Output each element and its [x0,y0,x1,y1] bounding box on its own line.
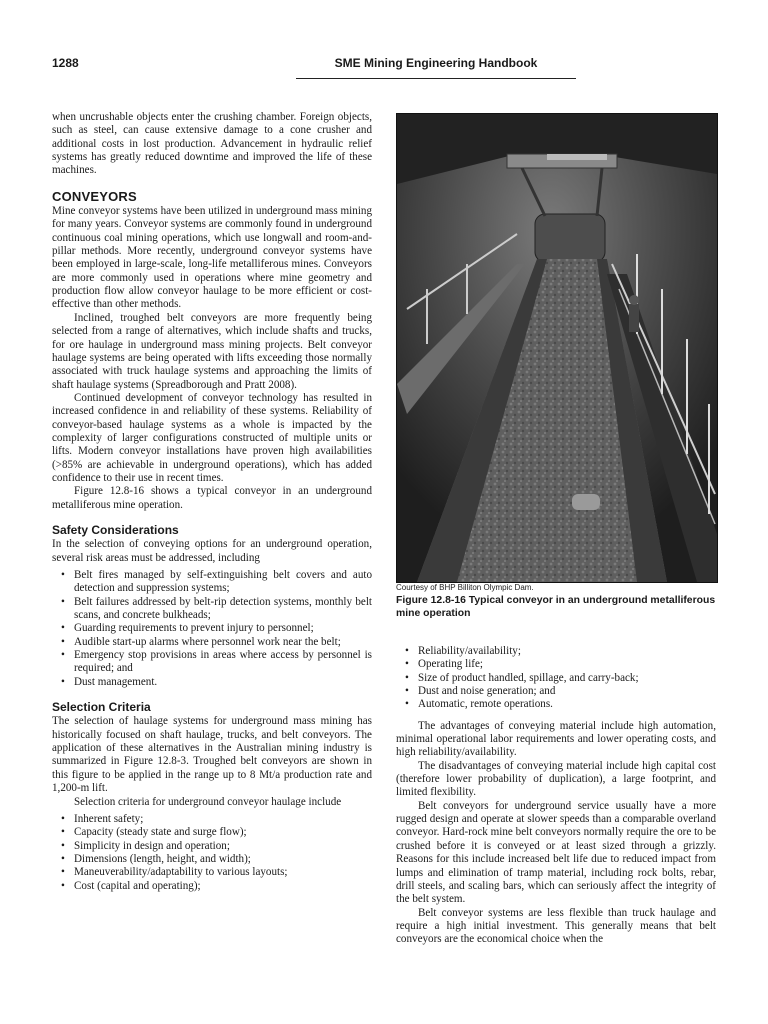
head-pulley [535,214,605,262]
flexibility-paragraph: Belt conveyor systems are less flexible than truck haulage and require a high initial investment. This generally means that belt conveyors are the economical choice when the [396,906,716,946]
conveyors-paragraph-4: Figure 12.8-16 shows a typical conveyor in an underground metalliferous mine operation. [52,485,372,511]
bullet-icon: • [405,671,409,684]
list-item: • Emergency stop provisions in areas where access by personnel is required; and [61,649,372,675]
list-item: • Automatic, remote operations. [405,698,553,711]
conveyors-paragraph-1: Mine conveyor systems have been utilized in underground mass mining for many years. Conveyor systems are commonly found in underground continuous coal mining operations, which use longwall and room-and-pillar methods. More recently, underground conveyor systems have been employed in large-scale, long-life metalliferous mines. Conveyors are more commonly used in operations where mine geometry and production flow allow conveyor haulage to be more efficient or cost-effective than other methods. [52,205,372,311]
bullet-icon: • [61,852,65,865]
list-item: • Dimensions (length, height, and width); [61,852,251,865]
bullet-icon: • [61,595,65,608]
underground-service-paragraph: Belt conveyors for underground service usually have a more rugged design and operate at slower speeds than a comparable overland conveyor. Hard-rock mine belt conveyors normally require the ore to be crushed before it is conveyed or at least sized through a grizzly. Reasons for this include increased belt life due to reduced impact from lumps and elimination of tramp material, including rock bolts, rebar, drill steels, and scaling bars, which can seriously affect the integrity of the belt system. [396,799,716,906]
list-item: • Maneuverability/adaptability to various layouts; [61,866,288,879]
bullet-icon: • [61,569,65,581]
bullet-icon: • [405,698,409,711]
beam-plate [547,154,607,160]
running-head: SME Mining Engineering Handbook [334,56,538,70]
bullet-icon: • [61,622,65,635]
bullet-icon: • [61,635,65,648]
list-item: • Capacity (steady state and surge flow); [61,826,247,839]
bullet-icon: • [61,839,65,852]
bullet-icon: • [405,645,409,657]
worker-figure [629,304,639,332]
bullet-icon: • [61,826,65,839]
criteria-list-continued [396,645,716,712]
conveyors-paragraph-3: Continued development of conveyor technology has resulted in increased confidence in and reliability of these systems. Reliability of conveyor-based haulage systems as a whole is impacted by the complexity of larger configurations constructed of multiple units or lifts. Modern conveyor installations have proven high availabilities (>85% are achievable in underground operations), which has added confidence to their use in recent times. [52,391,372,484]
figure-credit: Courtesy of BHP Billiton Olympic Dam. [396,583,534,592]
bullet-icon: • [61,879,65,892]
intro-paragraph: when uncrushable objects enter the crushing chamber. Foreign objects, such as steel, can cause extensive damage to a cone crusher and additional costs in lost production. Advancement in hydraulic relief systems has greatly reduced downtime and improved the life of these machines. [52,111,372,177]
safety-list [52,569,372,689]
bullet-icon: • [405,685,409,698]
bullet-icon: • [61,675,65,688]
list-item: • Inherent safety; [61,812,144,825]
worker-helmet [629,295,639,305]
selection-paragraph-2: Selection criteria for underground conveyor haulage include [74,795,342,808]
bullet-icon: • [61,812,65,825]
safety-heading: Safety Considerations [52,522,179,537]
list-item: • Guarding requirements to prevent injury to personnel; [61,622,314,635]
figure-caption: Figure 12.8-16 Typical conveyor in an underground metalliferous mine operation [396,595,716,619]
list-item: • Size of product handled, spillage, and carry-back; [405,671,639,684]
disadvantages-paragraph: The disadvantages of conveying material include high capital cost (therefore lower probability of duplication), a large footprint, and limited flexibility. [396,759,716,799]
list-item: • Cost (capital and operating); [61,879,201,892]
bullet-icon: • [61,866,65,879]
conveyors-paragraph-2: Inclined, troughed belt conveyors are more frequently being selected from a range of alternatives, which include shafts and trucks, for ore haulage in underground mass mining projects. Belt conveyor haulage systems are being operated with lifts exceeding those normally associated with truck haulage systems and approaching the limits of shaft haulage systems (Spreadborough and Pratt 2008). [52,311,372,391]
list-item: • Belt fires managed by self-extinguishing belt covers and auto detection and suppression systems; [61,569,372,595]
list-item: • Belt failures addressed by belt-rip detection systems, monthly belt scans, and concrete bulkheads; [61,595,372,622]
selection-list [52,813,372,893]
bullet-icon: • [405,658,409,671]
page-number: 1288 [52,56,79,70]
conveyor-photo [396,113,718,583]
idler-roller [572,494,600,510]
right-column [396,645,716,947]
list-item: • Dust and noise generation; and [405,685,556,698]
page-header [52,56,716,78]
conveyor-photo-illustration [397,114,717,582]
list-item: • Operating life; [405,658,483,671]
bullet-icon: • [61,649,65,662]
conveyors-heading: CONVEYORS [52,188,137,204]
list-item: • Dust management. [61,675,158,688]
safety-intro: In the selection of conveying options for an underground operation, several risk areas must be addressed, including [52,538,372,564]
list-item: • Audible start-up alarms where personnel work near the belt; [61,635,341,648]
advantages-paragraph: The advantages of conveying material include high automation, minimal operational labor requirements and lower operating costs, and high reliability/availability. [396,719,716,759]
list-item: • Simplicity in design and operation; [61,839,230,852]
selection-heading: Selection Criteria [52,700,151,715]
list-item: • Reliability/availability; [405,645,521,657]
header-rule [296,78,576,79]
selection-paragraph-1: The selection of haulage systems for underground mass mining has historically focused on shaft haulage, trucks, and belt conveyors. The application of these alternatives in the Australian mining industry is summarized in Figure 12.8-3. Troughed belt conveyors are shown in this figure to be applied in the range up to 8 Mt/a production rate and 1,200-m lift. [52,715,372,795]
left-column [52,111,372,897]
